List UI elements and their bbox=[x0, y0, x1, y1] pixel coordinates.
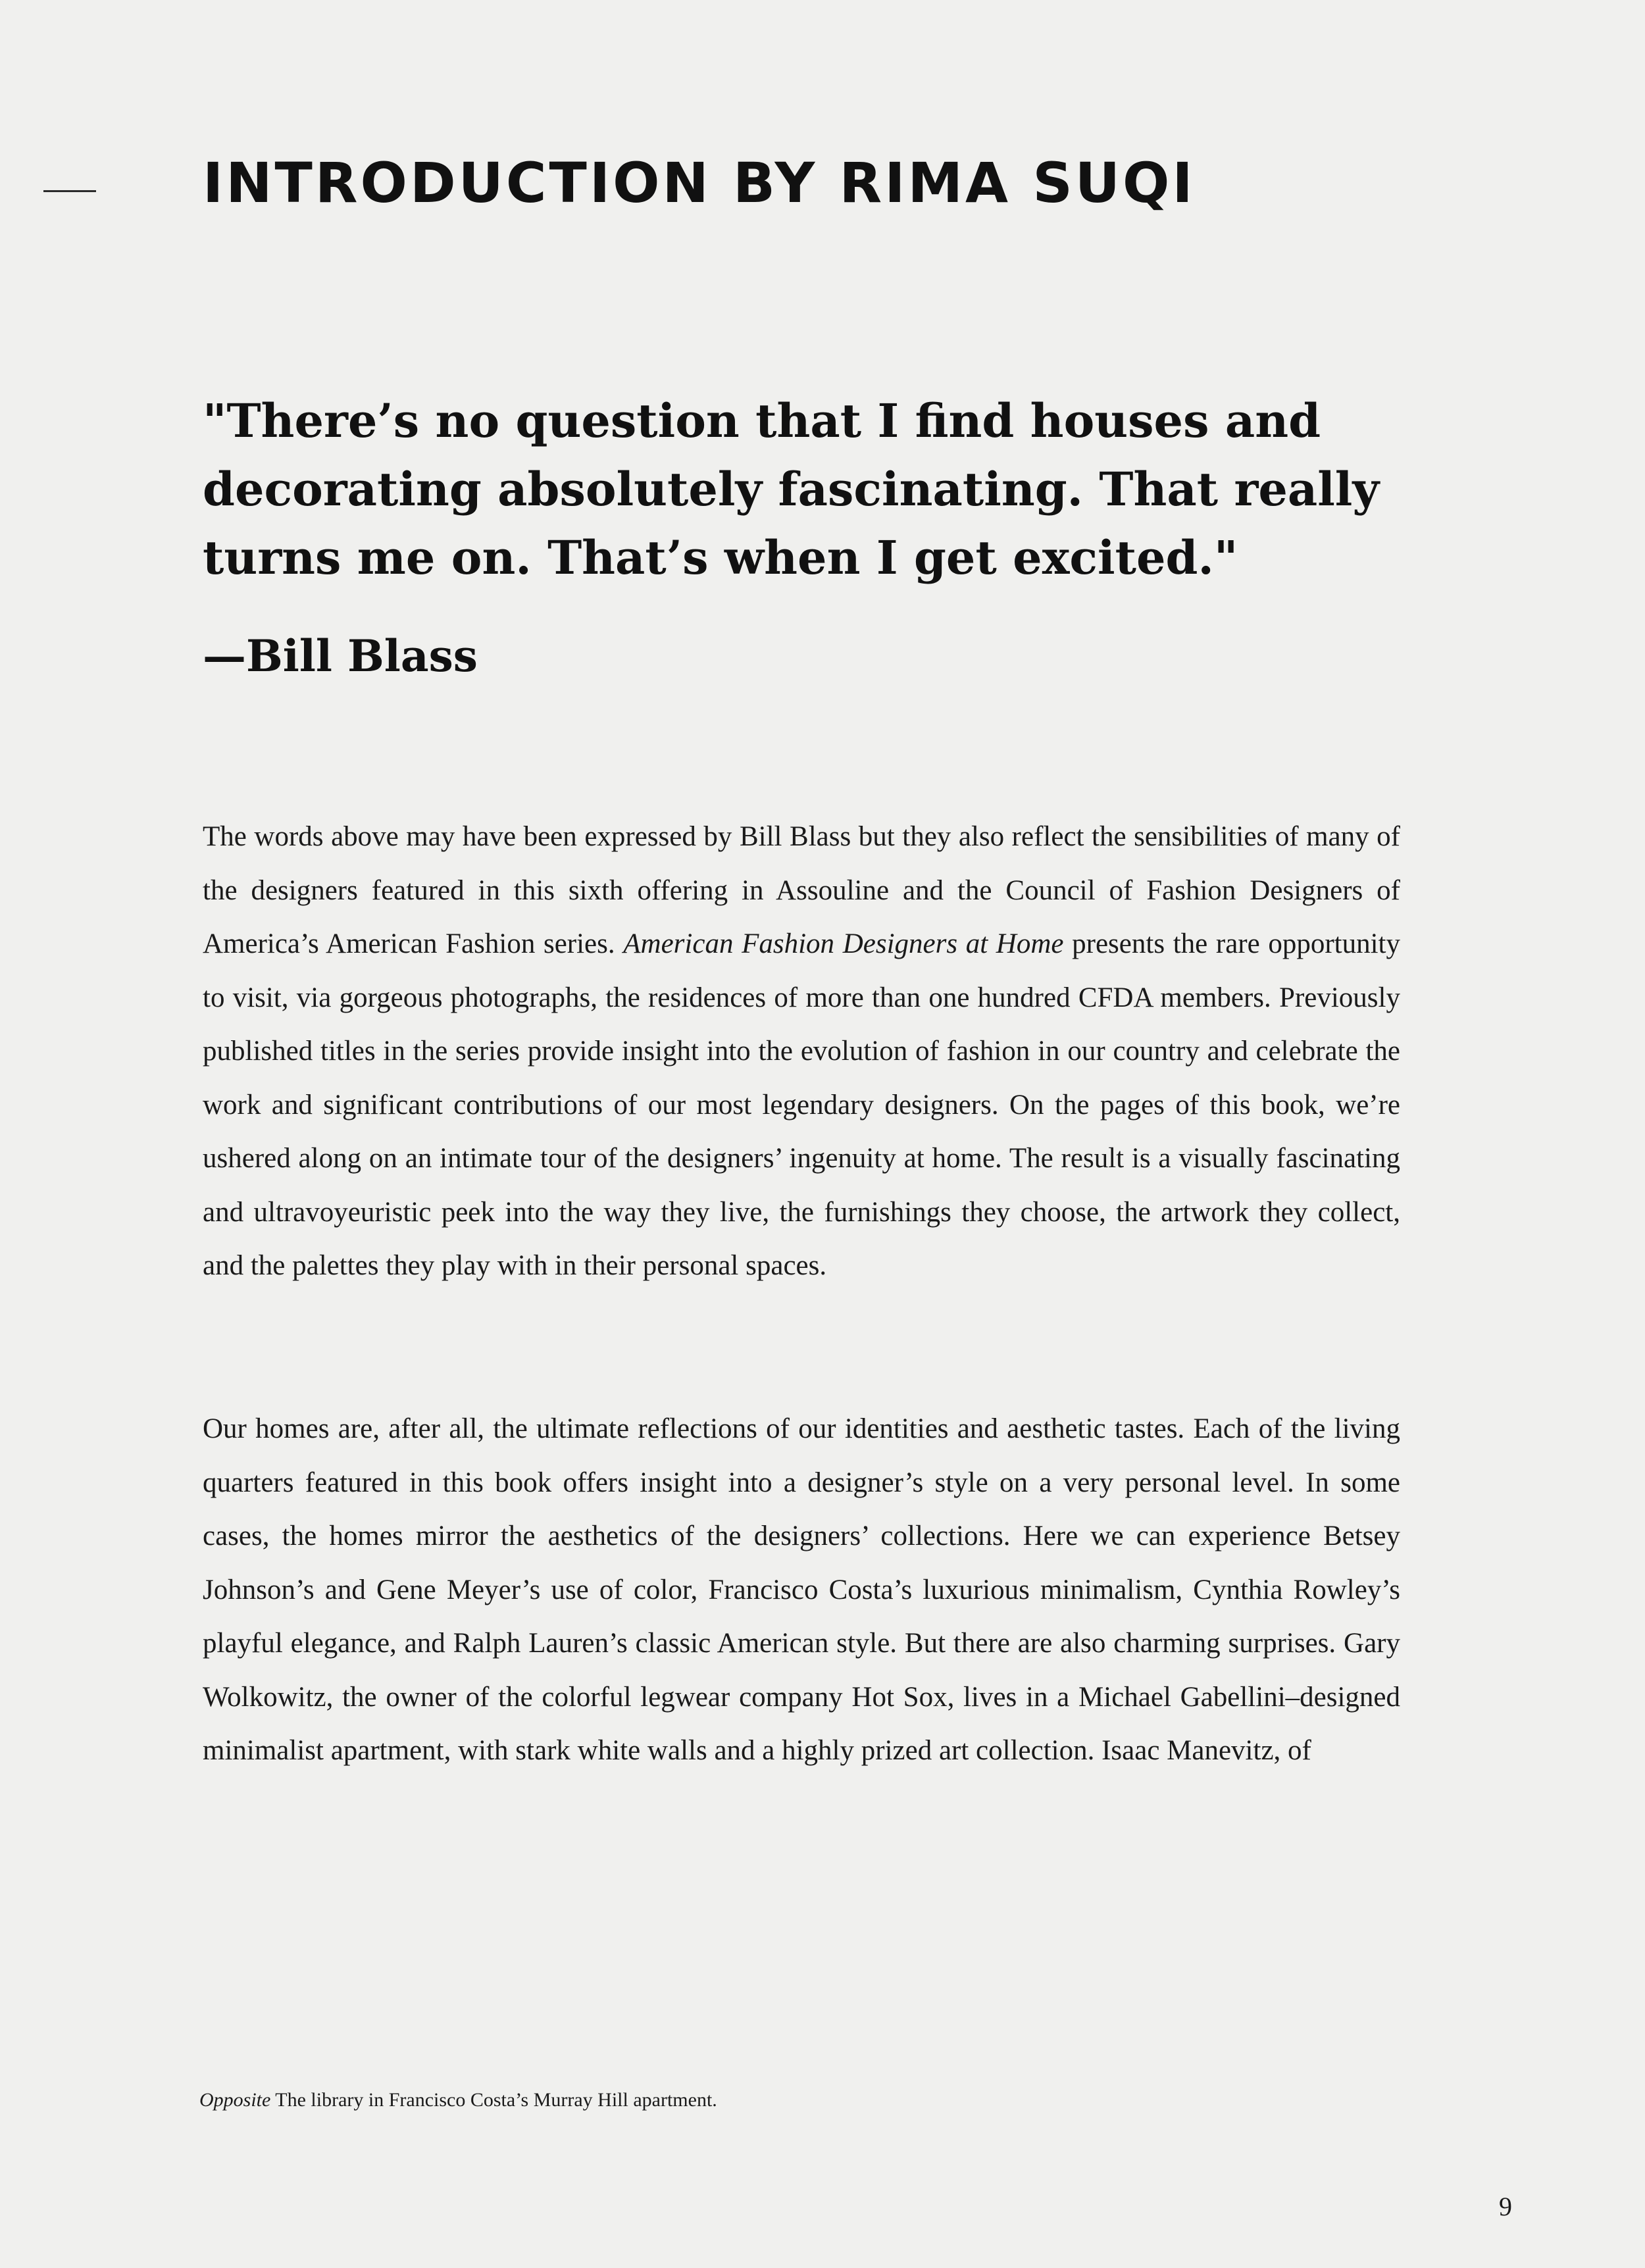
paragraph-1-text-start: The words above may have been expressed by Bill Blass but they also reflect the sensibilities of many of the designers featured in this sixth offering in Assouline and the Council of Fashion Designers of America’s American Fashion series. bbox=[203, 821, 1400, 959]
margin-mark bbox=[43, 190, 96, 192]
chapter-heading: INTRODUCTION BY RIMA SUQI bbox=[203, 151, 1196, 215]
epigraph-quote: "There’s no question that I find houses and decorating absolutely fascinating. That really turns me on. That’s when I get excited." bbox=[203, 393, 1380, 585]
photo-caption bbox=[199, 2089, 1186, 2111]
quote-attribution: —Bill Blass bbox=[203, 630, 478, 682]
body-paragraph-2: Our homes are, after all, the ultimate reflections of our identities and aesthetic tastes. Each of the living quarters featured in this book offers insight into a designer’s style on a very personal level. In some cases, the homes mirror the aesthetics of the designers’ collections. Here we can experience Betsey Johnson’s and Gene Meyer’s use of color, Francisco Costa’s luxurious minimalism, Cynthia Rowley’s playful elegance, and Ralph Lauren’s classic American style. But there are also charming surprises. Gary Wolkowitz, the owner of the colorful legwear company Hot Sox, lives in a Michael Gabellini–designed minimalist apartment, with stark white walls and a highly prized art collection. Isaac Manevitz, of bbox=[203, 1413, 1400, 1766]
page-number: 9 bbox=[1499, 2192, 1512, 2221]
caption-text: The library in Francisco Costa’s Murray Hill apartment. bbox=[270, 2089, 717, 2111]
caption-label: Opposite bbox=[199, 2089, 271, 2111]
paragraph-1-text-end: presents the rare opportunity to visit, via gorgeous photographs, the residences of more than one hundred CFDA members. Previously published titles in the series provide insight into the evolution of fashion in our country and celebrate the work and significant contributions of our most legendary designers. On the pages of this book, we’re ushered along on an intimate tour of the designers’ ingenuity at home. The result is a visually fascinating and ultravoyeuristic peek into the way they live, the furnishings they choose, the artwork they collect, and the palettes they play with in their personal spaces. bbox=[203, 928, 1400, 1281]
book-title-italic: American Fashion Designers at Home bbox=[623, 928, 1064, 959]
body-paragraph-1 bbox=[203, 810, 1400, 1293]
